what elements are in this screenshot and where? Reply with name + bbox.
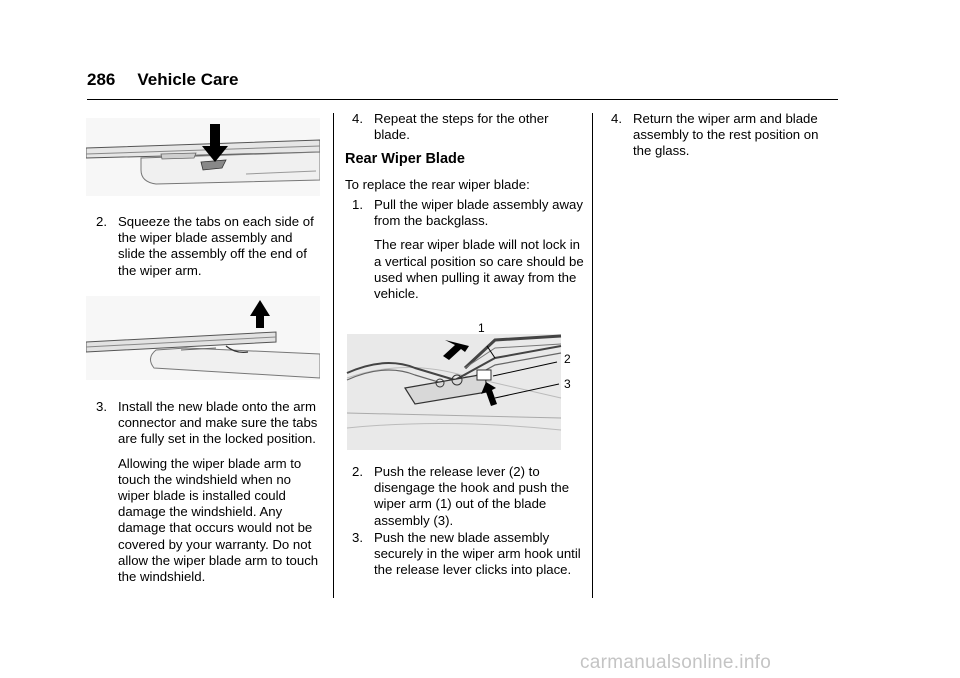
rear-step-2: [345, 464, 585, 529]
rear-step-1-note: The rear wiper blade will not lock in a vertical position so care should be used when pulling it away from the vehicle.: [374, 237, 584, 302]
front-step-4: [345, 111, 585, 143]
step-text: Pull the wiper blade assembly away from the backglass.: [374, 197, 583, 229]
column-divider-1: [333, 113, 334, 598]
step-text: Squeeze the tabs on each side of the wiper blade assembly and slide the assembly off the end of the wiper arm.: [118, 214, 314, 278]
rear-step-4: [604, 111, 834, 160]
rear-wiper-figure: [345, 318, 580, 452]
watermark: carmanualsonline.info: [580, 652, 772, 673]
step-number: 1.: [352, 197, 363, 212]
step-number: 4.: [352, 111, 363, 126]
front-blade-removal-figure: [86, 118, 320, 196]
header-rule: [87, 99, 838, 100]
step-text: Repeat the steps for the other blade.: [374, 111, 549, 143]
page-header: [87, 70, 239, 90]
step-number: 2.: [352, 464, 363, 479]
front-step-3: [89, 399, 323, 585]
rear-intro: To replace the rear wiper blade:: [345, 177, 530, 192]
rear-wiper-illustration: [345, 318, 580, 452]
rear-wiper-heading: Rear Wiper Blade: [345, 151, 465, 167]
rear-step-3: [345, 530, 585, 579]
front-blade-install-figure: [86, 296, 320, 380]
page-number: 286: [87, 70, 116, 89]
section-title: Vehicle Care: [137, 70, 239, 89]
step-number: 3.: [352, 530, 363, 545]
step-3-note: Allowing the wiper blade arm to touch the windshield when no wiper blade is installed could damage the windshield. Any damage that occurs would not be covered by your warranty. Do not allow the wiper blade arm to touch the windshield.: [118, 455, 319, 585]
step-number: 3.: [96, 399, 107, 414]
step-text: Install the new blade onto the arm connector and make sure the tabs are fully set in the locked position.: [118, 399, 318, 447]
rear-step-1: [345, 197, 585, 302]
callout-2: 2: [564, 352, 571, 366]
column-divider-2: [592, 113, 593, 598]
step-number: 4.: [611, 111, 622, 126]
callout-3: 3: [564, 377, 571, 391]
step-number: 2.: [96, 214, 107, 229]
step-text: Return the wiper arm and blade assembly to the rest position on the glass.: [633, 111, 819, 159]
front-blade-install-illustration: [86, 296, 320, 380]
step-text: Push the release lever (2) to disengage the hook and push the wiper arm (1) out of the blade assembly (3).: [374, 464, 570, 528]
step-text: Push the new blade assembly securely in the wiper arm hook until the release lever clicks into place.: [374, 530, 581, 578]
front-step-2: [89, 214, 323, 279]
callout-1: 1: [478, 321, 485, 335]
front-blade-removal-illustration: [86, 118, 320, 196]
